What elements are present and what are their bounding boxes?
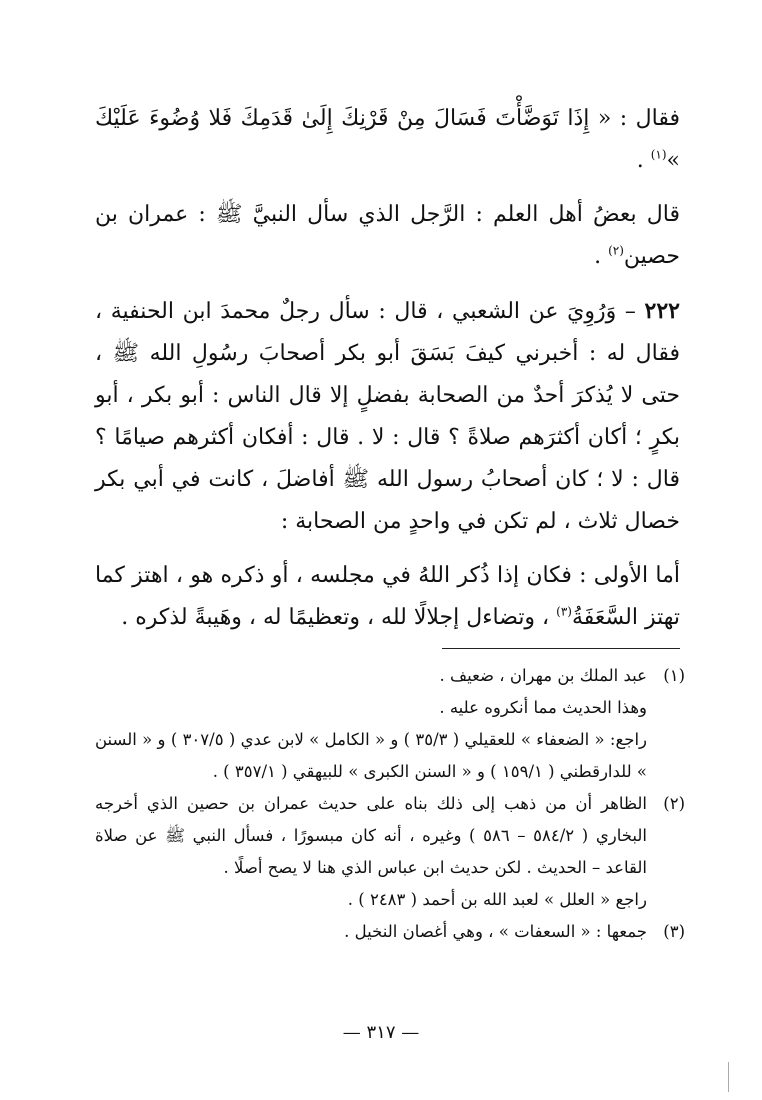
footnote-2 [95,788,685,916]
footnote-line: راجع « العلل » لعبد الله بن أحمد ( ٢٤٨٣ ) . [347,890,647,909]
footnote-line: الظاهر أن من ذهب إلى ذلك بناه على حديث عمران بن حصين الذي أخرجه البخاري ( ٥٨٤/٢ – ٥٨٦ ) وغيره ، أنه كان مبسورًا ، فسأل النبي ﷺ عن صلاة القاعد – الحديث . لكن حديث ابن عباس الذي هنا لا يصح أصلًا . [95,794,647,877]
footnote-number: (١) [663,666,685,685]
paragraph-4 [95,555,680,639]
footnote-line: راجع: « الضعفاء » للعقيلي ( ٣٥/٣ ) و « الكامل » لابن عدي ( ٣٠٧/٥ ) و « السنن » للدارقطني ( ١٥٩/١ ) و « السنن الكبرى » للبيهقي ( ٣٥٧/١ ) . [95,730,647,781]
paragraph-2-end: . [594,244,609,269]
paragraph-4-text: أما الأولى : فكان إذا ذُكر اللهُ في مجلسه ، أو ذكره هو ، اهتز كما تهتز السَّعَفَةُ [95,563,680,630]
footnotes [95,660,685,948]
page-number: — ٣١٧ — [342,1022,420,1043]
footnote-3 [95,916,685,948]
paragraph-4-end: ، وتضاءل إجلالًا لله ، وتعظيمًا له ، وهَيبةً لذكره . [121,605,557,630]
footnote-number: (٢) [663,794,685,813]
paragraph-2-text: قال بعضُ أهل العلم : الرَّجل الذي سأل النبيَّ ﷺ : عمران بن حصين [95,202,680,269]
paragraph-3 [95,290,680,543]
footnote-line: عبد الملك بن مهران ، ضعيف . [439,666,647,685]
footnote-line: جمعها : « السعفات » ، وهي أغصان النخيل . [344,922,647,941]
paragraph-1-end: . [636,148,651,173]
footnote-line: وهذا الحديث مما أنكروه عليه . [439,698,647,717]
hadith-number: ٢٢٢ [644,298,680,324]
footnote-ref-2[interactable]: (٢) [608,243,624,258]
paragraph-1 [95,98,680,182]
footnote-1 [95,660,685,788]
footnote-number: (٣) [663,922,685,941]
paragraph-3-text: – وَرُوِيَ عن الشعبي ، قال : سأل رجلٌ محمدَ ابن الحنفية ، فقال له : أخبرني كيفَ بَسَقَ أبو بكر أصحابَ رسُولِ الله ﷺ ، حتى لا يُذكرَ أحدٌ من الصحابة بفضلٍ إلا قال الناس : أبو بكر ، أبو بكرٍ ؛ أكان أكثرَهم صلاةً ؟ قال : لا . قال : أفكان أكثرهم صيامًا ؟ قال : لا ؛ كان أصحابُ رسول الله ﷺ أفاضلَ ، كانت في أبي بكر خصال ثلاث ، لم تكن في واحدٍ من الصحابة : [95,299,680,534]
paragraph-1-text: فقال : « إِذَا تَوَضَّأْتَ فَسَالَ مِنْ قَرْنِكَ إِلَىٰ قَدَمِكَ فَلا وُضُوءَ عَلَيْكَ » [95,106,680,173]
footnote-ref-3[interactable]: (٣) [556,604,572,619]
footnote-ref-1[interactable]: (١) [650,147,667,162]
paragraph-2 [95,194,680,278]
footnote-divider [442,648,680,649]
page-edge-mark [728,1062,739,1092]
main-text [95,98,680,639]
